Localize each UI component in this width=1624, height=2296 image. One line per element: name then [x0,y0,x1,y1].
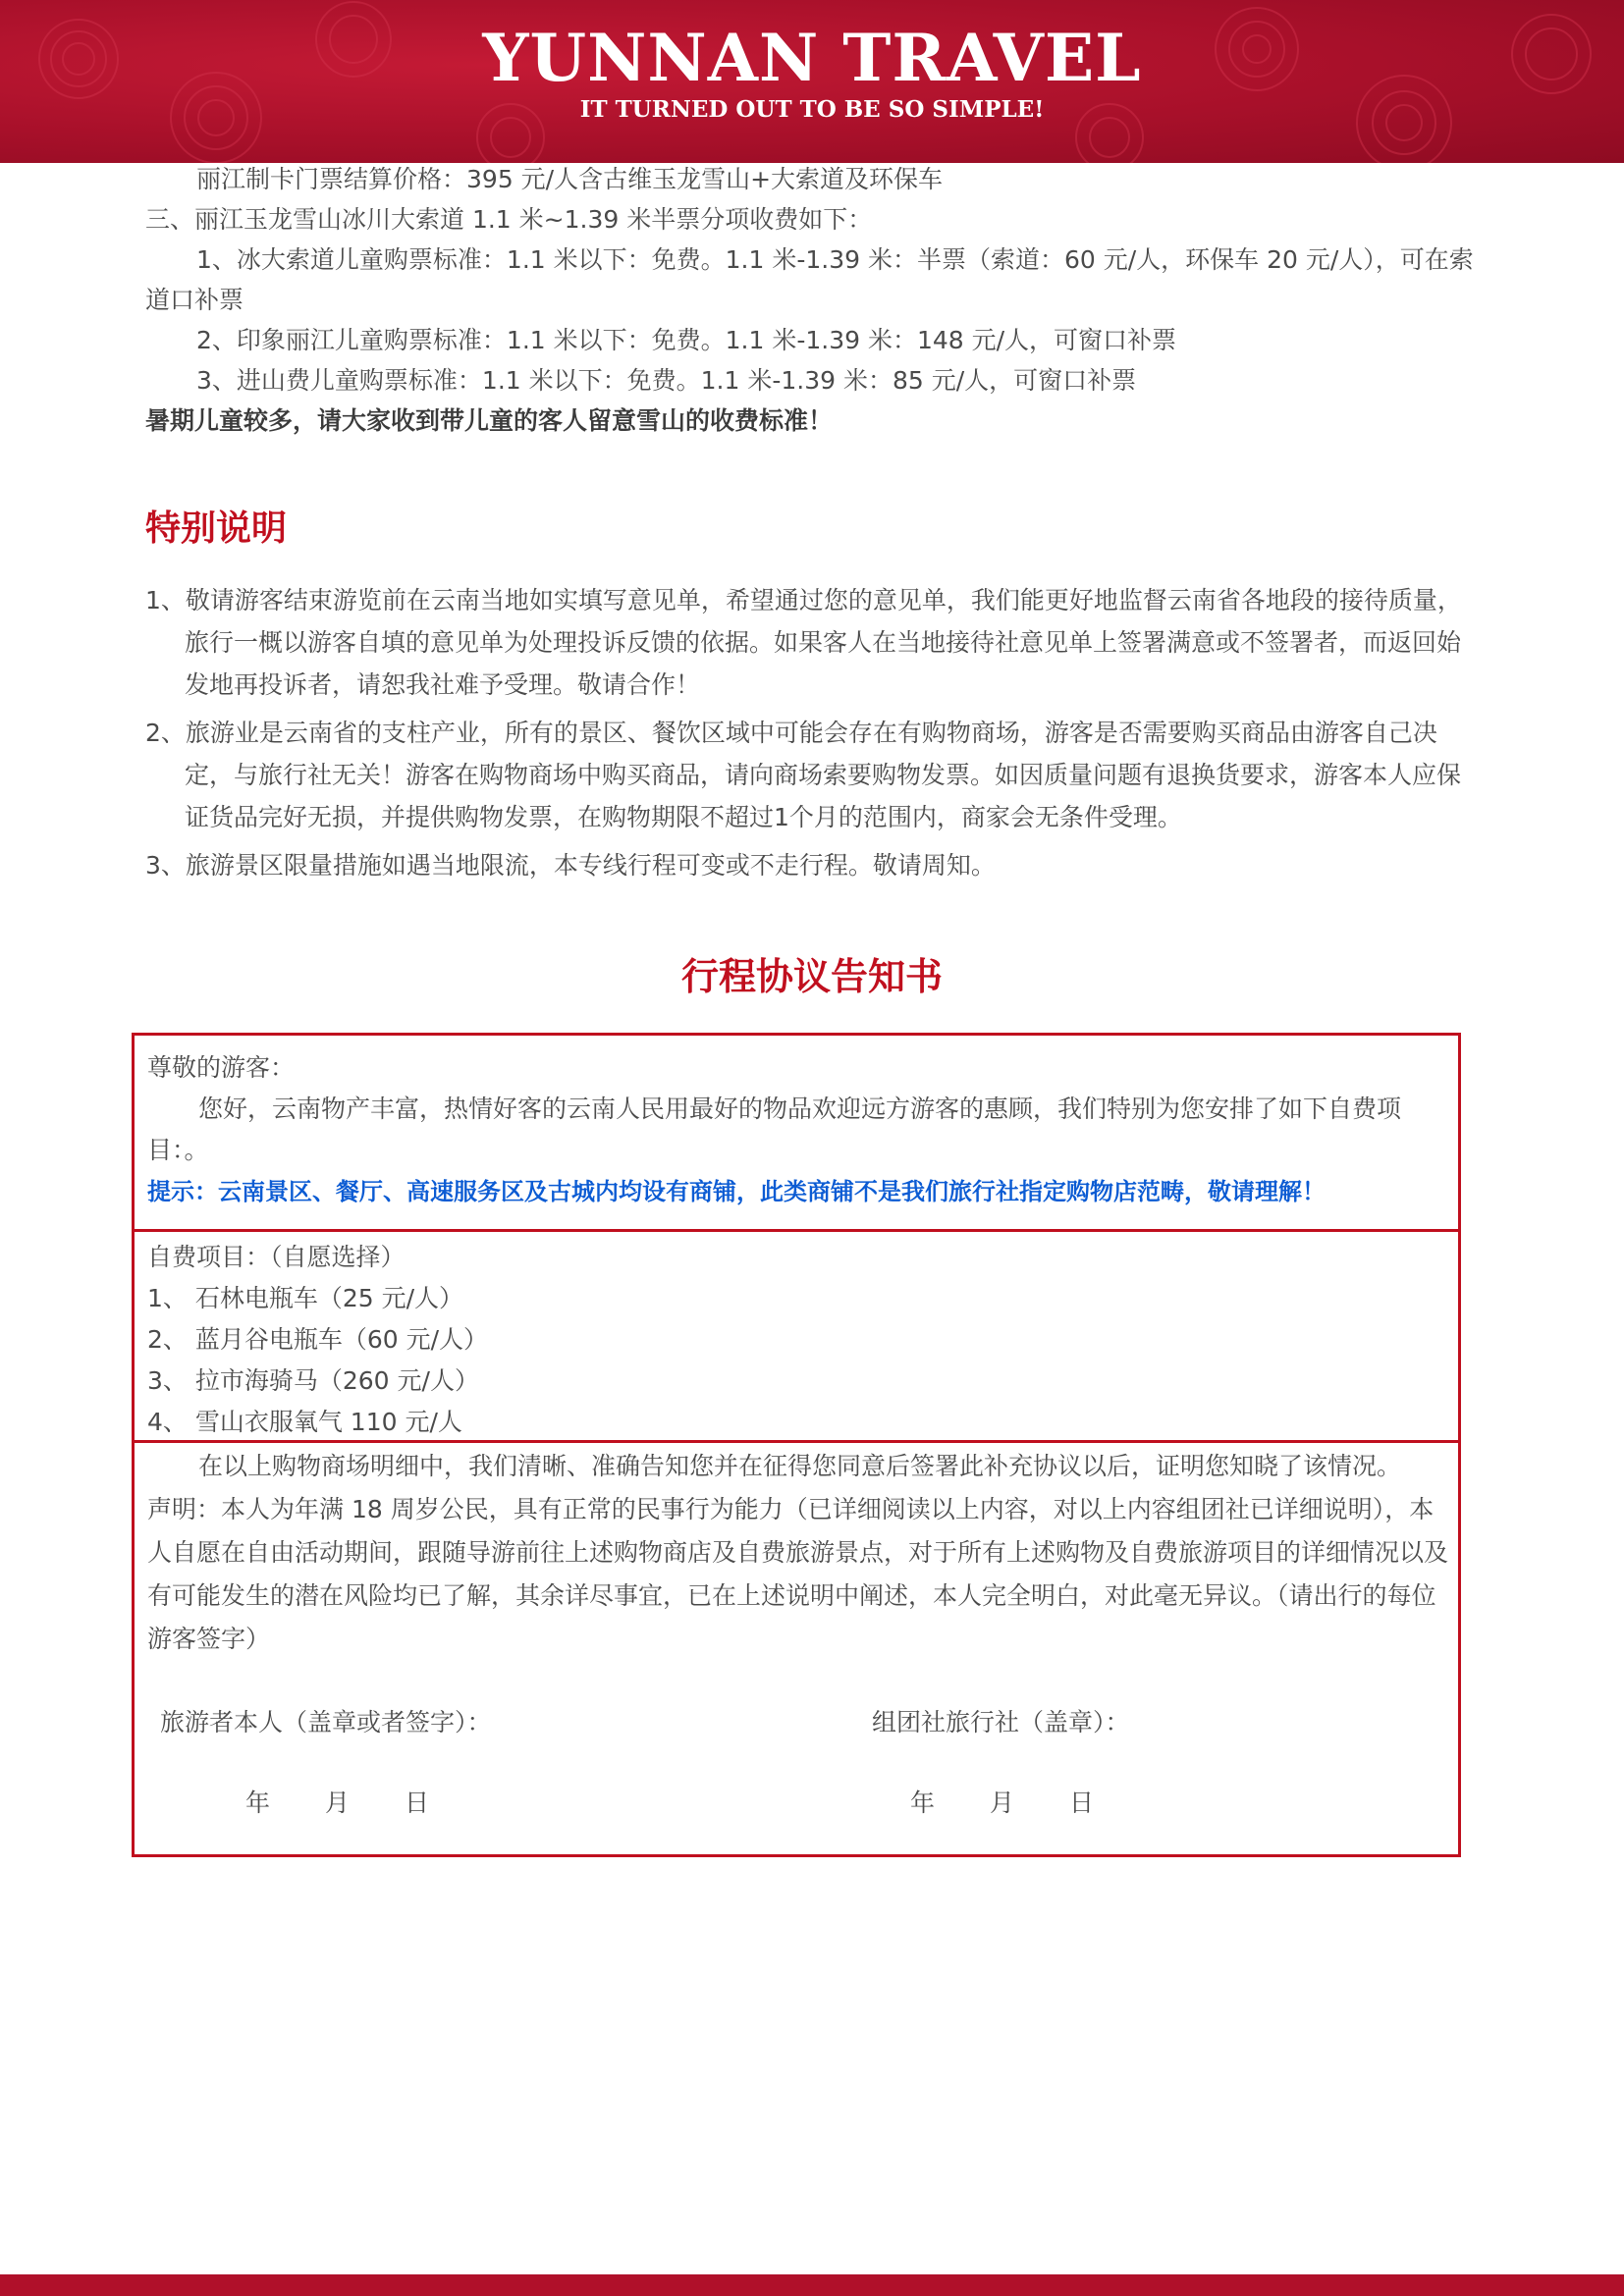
banner-title: YUNNAN TRAVEL [482,20,1142,96]
greeting-section [147,1047,1448,1212]
statement-text: 声明：本人为年满 18 周岁公民，具有正常的民事行为能力（已详细阅读以上内容，对以上内容组团社已详细说明），本人自愿在自由活动期间，跟随导游前往上述购物商店及自费旅游景点，对于所有上述购物及自费旅游项目的详细情况以及有可能发生的潜在风险均已了解，其余详尽事宜，已在上述说明中阐述，本人完全明白，对此毫无异议。（请出行的每位游客签字） [147,1495,1449,1653]
footer-bar [0,2274,1624,2296]
banner-subtitle: IT TURNED OUT TO BE SO SIMPLE! [579,96,1045,123]
pricing-line: 2、印象丽江儿童购票标准：1.1 米以下：免费。1.1 米-1.39 米：148 元/人，可窗口补票 [196,326,1177,354]
note-item: 3、旅游景区限量措施如遇当地限流，本专线行程可变或不走行程。敬请周知。 [145,851,996,880]
divider [135,1440,1458,1443]
confirm-text: 在以上购物商场明细中，我们清晰、准确告知您并在征得您同意后签署此补充协议以后，证明您知晓了该情况。 [198,1452,1402,1480]
date-year: 年 [910,1789,936,1817]
optional-title: 自费项目：（自愿选择） [147,1243,406,1271]
optional-item: 3、 拉市海骑马（260 元/人） [147,1366,479,1395]
optional-items-section [147,1237,1448,1443]
date-day: 日 [404,1789,429,1817]
pricing-line: 三、丽江玉龙雪山冰川大索道 1.1 米~1.39 米半票分项收费如下： [145,205,873,234]
optional-item: 4、 雪山衣服氧气 110 元/人 [147,1408,462,1436]
date-month: 月 [324,1789,350,1817]
agency-date [910,1784,1094,1819]
special-notes-list [145,579,1481,892]
optional-item: 2、 蓝月谷电瓶车（60 元/人） [147,1325,489,1354]
agreement-title: 行程协议告知书 [680,955,943,998]
greeting: 尊敬的游客： [147,1053,296,1082]
traveler-date [245,1784,429,1819]
special-notes-title: 特别说明 [145,508,288,549]
pricing-line: 3、进山费儿童购票标准：1.1 米以下：免费。1.1 米-1.39 米：85 元/人，可窗口补票 [196,366,1137,395]
date-month: 月 [989,1789,1014,1817]
statement-section [147,1445,1448,1661]
agreement-box [132,1033,1461,1857]
pricing-line: 丽江制卡门票结算价格：395 元/人含古维玉龙雪山+大索道及环保车 [196,165,944,193]
pricing-line: 1、冰大索道儿童购票标准：1.1 米以下：免费。1.1 米-1.39 米：半票（索道：60 元/人，环保车 20 元/人），可在索道口补票 [145,245,1474,314]
date-year: 年 [245,1789,271,1817]
header-banner [0,0,1624,163]
traveler-signature-label: 旅游者本人（盖章或者签字）： [160,1708,492,1736]
tip-text: 提示：云南景区、餐厅、高速服务区及古城内均设有商铺，此类商铺不是我们旅行社指定购物店范畴，敬请理解！ [147,1178,1326,1205]
pricing-warning: 暑期儿童较多，请大家收到带儿童的客人留意雪山的收费标准！ [145,406,834,435]
agency-signature-label: 组团社旅行社（盖章）： [872,1708,1130,1736]
pricing-section [145,159,1481,441]
optional-item: 1、 石林电瓶车（25 元/人） [147,1284,464,1312]
note-item: 2、旅游业是云南省的支柱产业，所有的景区、餐饮区域中可能会存在有购物商场，游客是否需要购买商品由游客自己决定，与旅行社无关！游客在购物商场中购买商品，请向商场索要购物发票。如因质量问题有退换货要求，游客本人应保证货品完好无损，并提供购物发票，在购物期限不超过1个月的范围内，商家会无条件受理。 [145,719,1462,831]
date-day: 日 [1068,1789,1094,1817]
divider [135,1229,1458,1232]
note-item: 1、敬请游客结束游览前在云南当地如实填写意见单，希望通过您的意见单，我们能更好地监督云南省各地段的接待质量，旅行一概以游客自填的意见单为处理投诉反馈的依据。如果客人在当地接待社意见单上签署满意或不签署者，而返回始发地再投诉者，请恕我社难予受理。敬请合作！ [145,586,1462,699]
intro-text: 您好，云南物产丰富，热情好客的云南人民用最好的物品欢迎远方游客的惠顾，我们特别为您安排了如下自费项目：。 [147,1095,1402,1164]
